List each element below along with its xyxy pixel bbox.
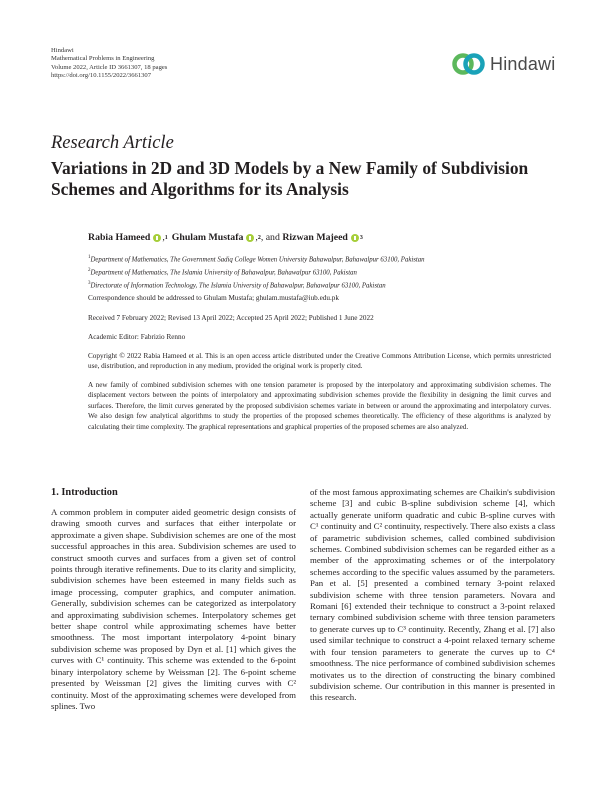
author-separator: , and [260, 232, 283, 243]
author-list [88, 232, 363, 243]
author-name: Rabia Hameed [88, 232, 151, 243]
copyright-notice: Copyright © 2022 Rabia Hameed et al. This is an open access article distributed under the Creative Commons Attribution License, which permits unrestricted use, distribution, and reproduction in any medium, provided the original work is properly cited. [88, 352, 551, 371]
article-type: Research Article [51, 133, 174, 153]
author-affil-number: 3 [359, 234, 363, 241]
academic-editor: Academic Editor: Fabrizio Renno [88, 333, 186, 341]
journal-header [51, 47, 167, 81]
volume-line: Volume 2022, Article ID 3661307, 18 pages [51, 63, 168, 71]
orcid-icon[interactable] [153, 234, 161, 242]
author-affil-number: 2 [257, 234, 261, 241]
orcid-icon[interactable] [351, 234, 359, 242]
abstract: A new family of combined subdivision schemes with one tension parameter is proposed by the interpolatory and approximating subdivision schemes. The displacement vectors between the points of interpolatory and approximating subdivision schemes provide the flexibility in designing the limit curves and surfaces. Therefore, the limit curves generated by the proposed subdivision schemes variate in between or around the approximating and interpolatory curves. We also design few analytical algorithms to study the properties of the proposed schemes theoretically. The efficiency of these algorithms is analyzed by calculating their time complexity. The graphical representations and graphical properties of the proposed schemes are also analyzed. [88, 381, 551, 431]
journal-name: Mathematical Problems in Engineering [51, 55, 155, 63]
hindawi-logo-icon [452, 52, 486, 76]
hindawi-logo [452, 50, 562, 78]
affiliations [88, 253, 425, 292]
affiliation: $^1$Department of Mathematics, The Government Sadiq College Women University Bahawalpur, Bahawalpur 63100, Pakistan [88, 255, 425, 264]
logo-text: Hindawi [490, 53, 556, 74]
section-heading: 1. Introduction [51, 487, 118, 498]
publication-dates: Received 7 February 2022; Revised 13 April 2022; Accepted 25 April 2022; Published 1 June 2022 [88, 314, 374, 322]
author-name: Rizwan Majeed [282, 232, 348, 243]
affiliation: $^2$Department of Mathematics, The Islamia University of Bahawalpur, Bahawalpur 63100, Pakistan [88, 267, 357, 277]
article-title: Variations in 2D and 3D Models by a New Family of Subdivision Schemes and Algorithms for its Analysis [51, 158, 529, 199]
orcid-icon[interactable] [246, 234, 254, 242]
author-affil-number: 1 [164, 234, 168, 241]
author-name: Ghulam Mustafa [171, 232, 244, 243]
body-column-right: of the most famous approximating schemes are Chaikin's subdivision scheme [3] and cubic B-spline subdivision scheme [4], which actually generate uniform quadratic and cubic B-spline curves with C¹ continuity and C² continuity, respectively. There also exists a class of parametric subdivision schemes, called combined subdivision schemes. Combined subdivision schemes can be regarded either as a member of the approximating schemes or of the interpolatory schemes according to the specific values assumed by the parameters. Pan et al. [5] presented a combined ternary 3-point relaxed subdivision scheme with three tension parameters. Novara and Romani [6] extended their technique to construct a 3-point relaxed ternary combined subdivision scheme with three tension parameters to generate curves up to C³ continuity. Recently, Zhang et al. [7] also used similar technique to construct a 4-point relaxed ternary scheme with four tension parameters to generate the curves up to C⁴ smoothness. The nice performance of combined subdivision schemes motivates us to the direction of constructing the binary combined subdivision scheme. Our contribution in this manner is presented in this research. [310, 487, 555, 703]
doi-link[interactable]: https://doi.org/10.1155/2022/3661307 [51, 72, 152, 80]
correspondence: Correspondence should be addressed to Ghulam Mustafa; ghulam.mustafa@iub.edu.pk [88, 294, 339, 302]
publisher-name: Hindawi [51, 47, 74, 54]
body-column-left: A common problem in computer aided geometric design consists of drawing smooth curves and surfaces that either interpolate or approximate a given shape. Subdivision schemes are one of the most successful approaches in this area. Subdivision schemes are used to construct smooth curves and surfaces from a given set of control points through iterative refinements. Due to its clarity and simplicity, subdivision schemes have been esteemed in many fields such as image processing, computer graphics, and computer animation. Generally, subdivision schemes can be categorized as interpolatory and approximating subdivision schemes. Interpolatory schemes get better shape control while approximating schemes have better smoothness. The most important interpolatory 4-point binary subdivision scheme was proposed by Dyn et al. [1] which gives the curves with C¹ continuity. This scheme was extended to the 6-point binary interpolatory scheme by Weissman [2]. The 6-point scheme presented by Weissman [2] gives the limiting curves with C² continuity. Most of the approximating schemes were developed from splines. Two [51, 507, 296, 711]
author-separator: , [162, 232, 165, 243]
affiliation: $^3$Directorate of Information Technology, The Islamia University of Bahawalpur, Bahawalpur 63100, Pakistan [88, 280, 386, 289]
author-separator: , [255, 232, 258, 243]
